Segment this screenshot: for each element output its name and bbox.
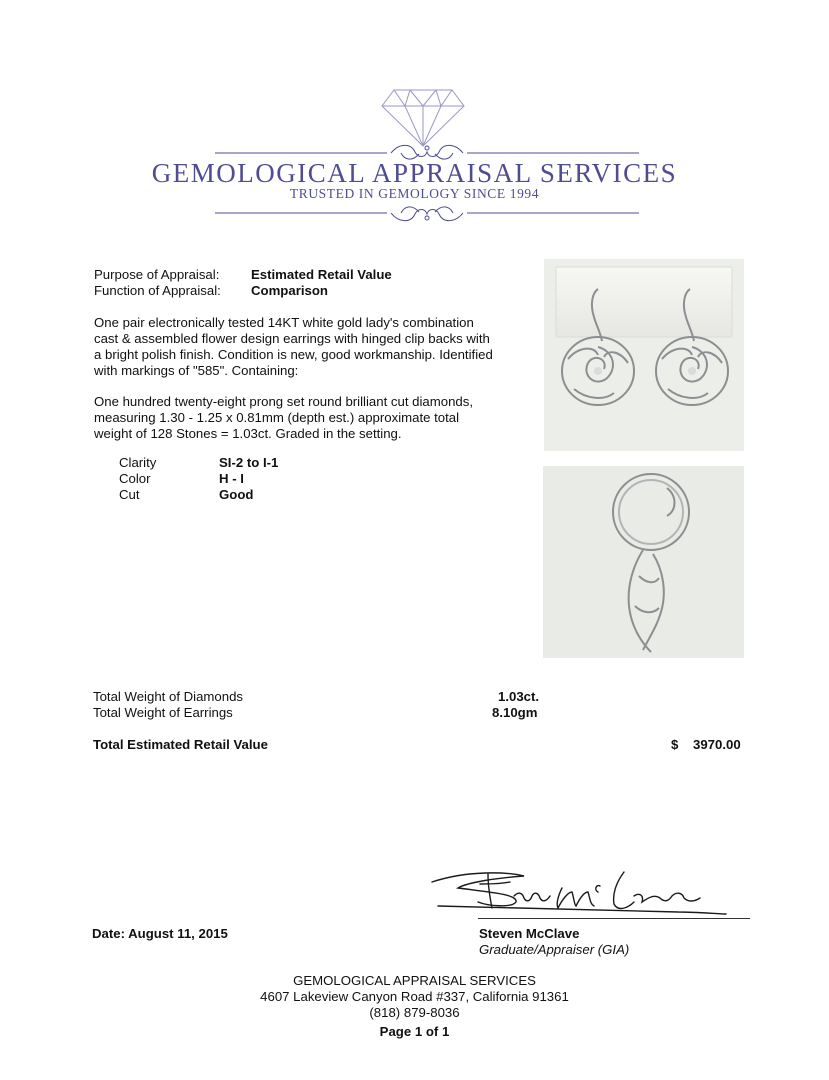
page-number: Page 1 of 1 <box>379 1024 450 1039</box>
earring-side-photo <box>543 466 744 658</box>
appraiser-title: Graduate/Appraiser (GIA) <box>479 942 630 957</box>
grading-label-color: Color <box>119 471 151 486</box>
grading-label-cut: Cut <box>119 487 140 502</box>
total-earrings-value: 8.10gm <box>492 705 538 720</box>
purpose-label: Purpose of Appraisal: <box>94 267 220 282</box>
earrings-front-photo <box>544 259 744 451</box>
grading-value-clarity: SI-2 to I-1 <box>219 455 279 470</box>
retail-value-label: Total Estimated Retail Value <box>93 737 268 752</box>
function-label: Function of Appraisal: <box>94 283 221 298</box>
appraisal-date: Date: August 11, 2015 <box>92 926 228 941</box>
grading-value-cut: Good <box>219 487 254 502</box>
grading-label-clarity: Clarity <box>119 455 157 470</box>
retail-value-amount: 3970.00 <box>693 737 741 752</box>
company-brand-name: GEMOLOGICAL APPRAISAL SERVICES <box>151 158 678 188</box>
stones-description: One hundred twenty-eight prong set round brilliant cut diamonds, measuring 1.30 - 1.25 x 0.81mm (depth est.) approximate total weight of 128 Stones = 1.03ct. Graded in the setting. <box>94 394 473 441</box>
ornament-flourish-icon <box>215 202 639 226</box>
appraiser-name: Steven McClave <box>479 926 580 941</box>
footer-company: GEMOLOGICAL APPRAISAL SERVICES <box>293 973 536 988</box>
appraiser-signature <box>428 862 728 920</box>
function-value: Comparison <box>251 283 328 298</box>
company-tagline: TRUSTED IN GEMOLOGY SINCE 1994 <box>289 186 540 201</box>
currency-symbol: $ <box>671 737 679 752</box>
item-description: One pair electronically tested 14KT white gold lady's combination cast & assembled flower design earrings with hinged clip backs with a bright polish finish. Condition is new, good workmanship. Identified with markings of "585". Containing: <box>94 315 493 378</box>
purpose-value: Estimated Retail Value <box>251 267 392 282</box>
total-earrings-label: Total Weight of Earrings <box>93 705 233 720</box>
footer-phone: (818) 879-8036 <box>369 1005 460 1020</box>
footer-address: 4607 Lakeview Canyon Road #337, California 91361 <box>260 989 569 1004</box>
total-diamonds-value: 1.03ct. <box>498 689 540 704</box>
total-diamonds-label: Total Weight of Diamonds <box>93 689 244 704</box>
signature-line <box>478 918 750 919</box>
diamond-logo-icon <box>380 86 466 148</box>
grading-value-color: H - I <box>219 471 244 486</box>
